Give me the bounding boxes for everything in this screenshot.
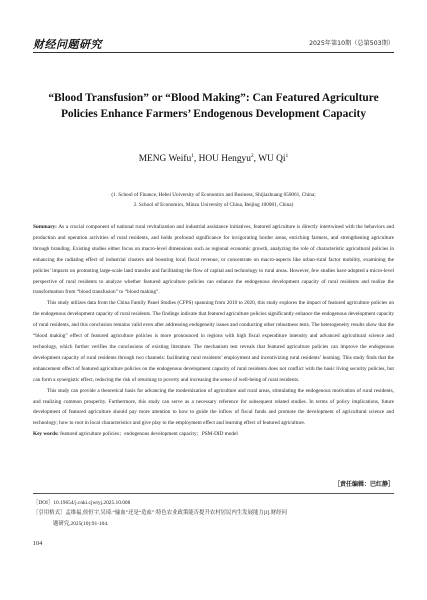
citation-line-2: 题研究,2025(10):91-104. [53,520,109,527]
citation-line-1: ［引用格式］孟维福,侯恒宇,吴琦.“输血”还是“造血”:特色农业政策能否提升农村居民内生发展能力[J].财经问 [33,510,287,517]
affiliations [30,190,397,210]
page-number: 104 [33,540,43,547]
summary-paragraph-2: This study utilizes data from the China Family Panel Studies (CFPS) spanning from 2010 to 2020, this study explores the impact of featured agriculture policies on the endogenous development capacity of rural residents. The findings indicate that featured agriculture policies significantly enhance the endogenous development capacity of rural residents, and this conclusion remains valid even after addressing endogeneity issues and conducting other robustness tests. The heterogeneity results show that the “blood making” effect of featured agriculture policies is more pronounced in regions with high fiscal expenditure intensity and advanced agricultural science and technology, which further verifies the conclusions of existing literature. The mechanism test reveals that featured agriculture policies can improve the endogenous development capacity of rural residents through two channels: facilitating rural residents’ employment and incentivizing rural residents’ learning. This study finds that the enhancement effect of featured agriculture policies on the endogenous development capacity of rural residents does not conflict with the basic living security policies, but can form a synergistic effect, reducing the risk of returning to poverty and increasing the sense of well-being of rural residents. [33,300,394,383]
author-separator: , [193,154,199,165]
footnotes [33,498,394,529]
summary-label: Summary: [33,224,57,230]
affiliation-2: 2. School of Economics, Minzu University of China, Beijing 100081, China) [133,202,294,208]
summary-paragraph-1 [33,222,394,298]
summary-text-1: As a crucial component of national rural revitalization and industrial assistance initiatives, featured agriculture is directly intertwined with the behaviors and production and operation activities of rural residents, and holds profound significance for invigorating border areas, enriching farmers, and strengthening agriculture through branding. Existing studies either focus on macro-level dimensions such as regional economic growth, analyzing the role of characteristic agricultural policies in enhancing the radiating effect of industrial clusters and boosting local fiscal revenue, or concentrate on macro-aspects like urban-rural factor mobility, examining the policies’ impacts on promoting large-scale land transfer and facilitating the flow of capital and technology to rural areas. However, few studies have adopted a micro-level perspective of rural residents to analyze whether featured agriculture policies can enhance the endogenous development capacity of rural residents and realize the transformation from “blood transfusion” to “blood making”. [33,224,394,296]
title-line-2: Policies Enhance Farmers’ Endogenous Development Capacity [60,107,367,120]
author-name: WU Qi [258,154,286,165]
header-rule [33,52,394,53]
keywords-label: Key words: [33,431,59,438]
summary-paragraph-3: This study can provide a theoretical basis for advancing the modernization of agriculture and rural areas, stimulating the endogenous motivation of rural residents, and realizing common prosperity. Furthermore, this study can serve as a necessary reference for subsequent related studies. In terms of policy implications, future development of featured agriculture should pay more attention to how to guide the inflow of fiscal funds and promote the development of agricultural science and technology; how to root in local characteristics and give play to the employment effect and learning effect of featured agriculture. [33,387,394,427]
keywords [33,429,394,440]
author-name: HOU Hengyu [198,154,251,165]
page-header [33,36,394,52]
journal-logo: 财经问题研究 [33,38,102,51]
affiliation-1: (1. School of Finance, Hebei University of Economics and Business, Shijiazhuang 050061, China; [111,192,316,198]
keywords-text: featured agriculture policies；endogenous development capacity；PSM-DID model [60,431,238,438]
title-line-1: “Blood Transfusion” or “Blood Making”: Can Featured Agriculture [48,92,379,104]
author-affiliation-mark: 2 [250,153,254,159]
author-name: MENG Weifu [138,154,192,165]
footnote-rule [33,493,394,494]
doi-line: ［DOI］10.19654/j.cnki.cjwtyj.2025.10.008 [33,500,131,506]
issue-label: 2025年第10期（总第503期） [309,40,394,47]
article-title [30,91,397,122]
author-separator: , [253,154,259,165]
responsible-editor: ［责任编辑：巴红静］ [333,481,394,488]
author-list [30,153,397,164]
summary-section [33,222,394,440]
author-affiliation-mark: 1 [191,153,194,159]
author-affiliation-mark: 1 [285,153,289,159]
